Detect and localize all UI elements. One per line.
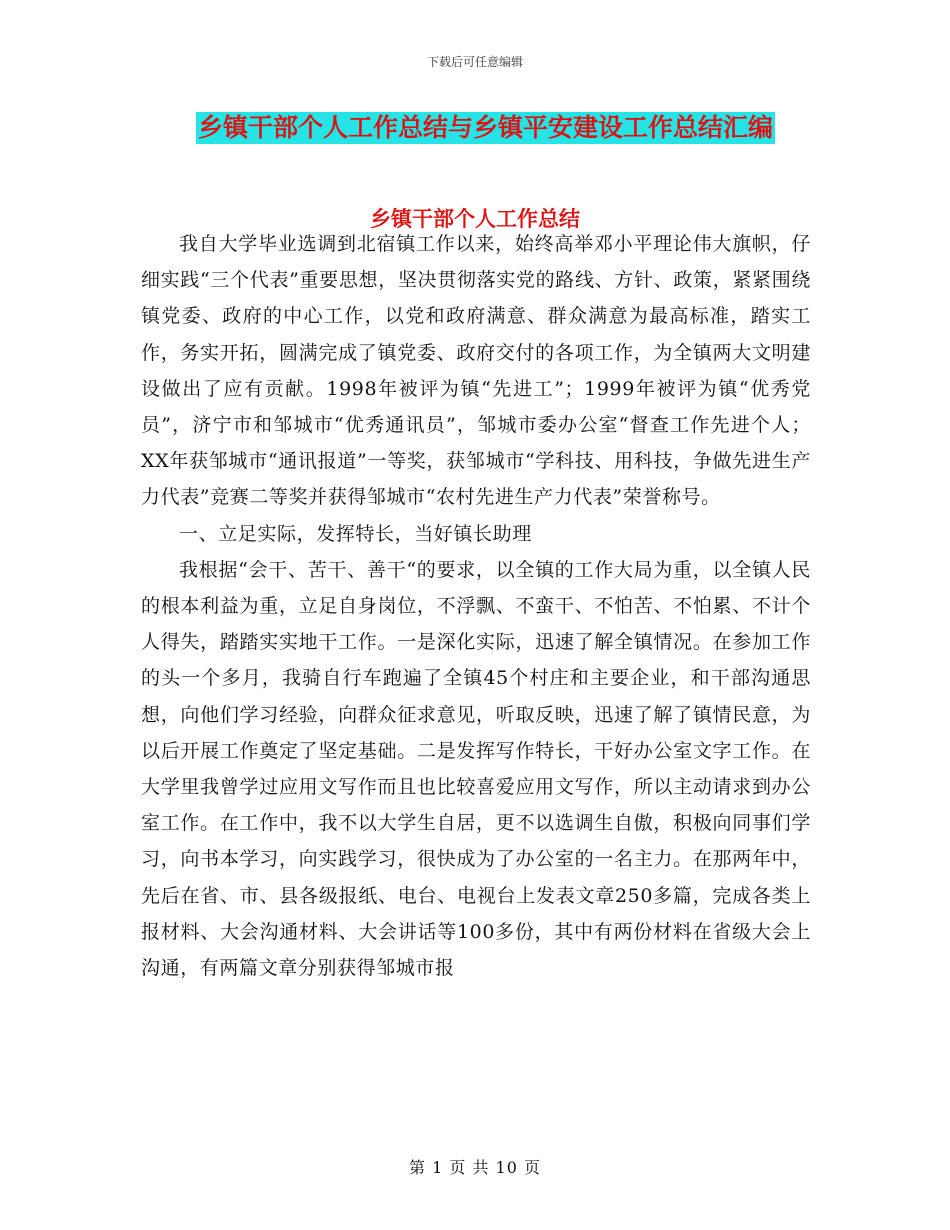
page-footer-page-number: 第 1 页 共 10 页	[409, 1158, 541, 1177]
page-header-note: 下载后可任意编辑	[426, 55, 523, 69]
document-body	[141, 226, 811, 986]
paragraph-section-1: 我根据“会干、苦干、善干“的要求，以全镇的工作大局为重，以全镇人民的根本利益为重，立足自身岗位，不浮飘、不蛮干、不怕苦、不怕累、不计个人得失，踏踏实实地干工作。一是深化实际，迅速了解全镇情况。在参加工作的头一个多月，我骑自行车跑遍了全镇45个村庄和主要企业，和干部沟通思想，向他们学习经验，向群众征求意见，听取反映，迅速了解了镇情民意，为以后开展工作奠定了坚定基础。二是发挥写作特长，干好办公室文字工作。在大学里我曾学过应用文写作而且也比较喜爱应用文写作，所以主动请求到办公室工作。在工作中，我不以大学生自居，更不以选调生自傲，积极向同事们学习，向书本学习，向实践学习，很快成为了办公室的一名主力。在那两年中，先后在省、市、县各级报纸、电台、电视台上发表文章250多篇，完成各类上报材料、大会沟通材料、大会讲话等100多份，其中有两份材料在省级大会上沟通，有两篇文章分别获得邹城市报	[141, 558, 811, 980]
paragraph-intro: 我自大学毕业选调到北宿镇工作以来，始终高举邓小平理论伟大旗帜，仔细实践“三个代表”重要思想，坚决贯彻落实党的路线、方针、政策，紧紧围绕镇党委、政府的中心工作，以党和政府满意、群众满意为最高标准，踏实工作，务实开拓，圆满完成了镇党委、政府交付的各项工作，为全镇两大文明建设做出了应有贡献。1998年被评为镇“先进工”；1999年被评为镇“优秀党员”，济宁市和邹城市“优秀通讯员”，邹城市委办公室“督查工作先进个人；XX年获邹城市“通讯报道”一等奖，获邹城市“学科技、用科技，争做先进生产力代表”竞赛二等奖并获得邹城市“农村先进生产力代表”荣誉称号。	[141, 233, 811, 509]
document-main-title: 乡镇干部个人工作总结与乡镇平安建设工作总结汇编	[198, 113, 774, 142]
section-title: 乡镇干部个人工作总结	[370, 207, 580, 231]
subheading-1: 一、立足实际，发挥特长，当好镇长助理	[179, 522, 532, 545]
